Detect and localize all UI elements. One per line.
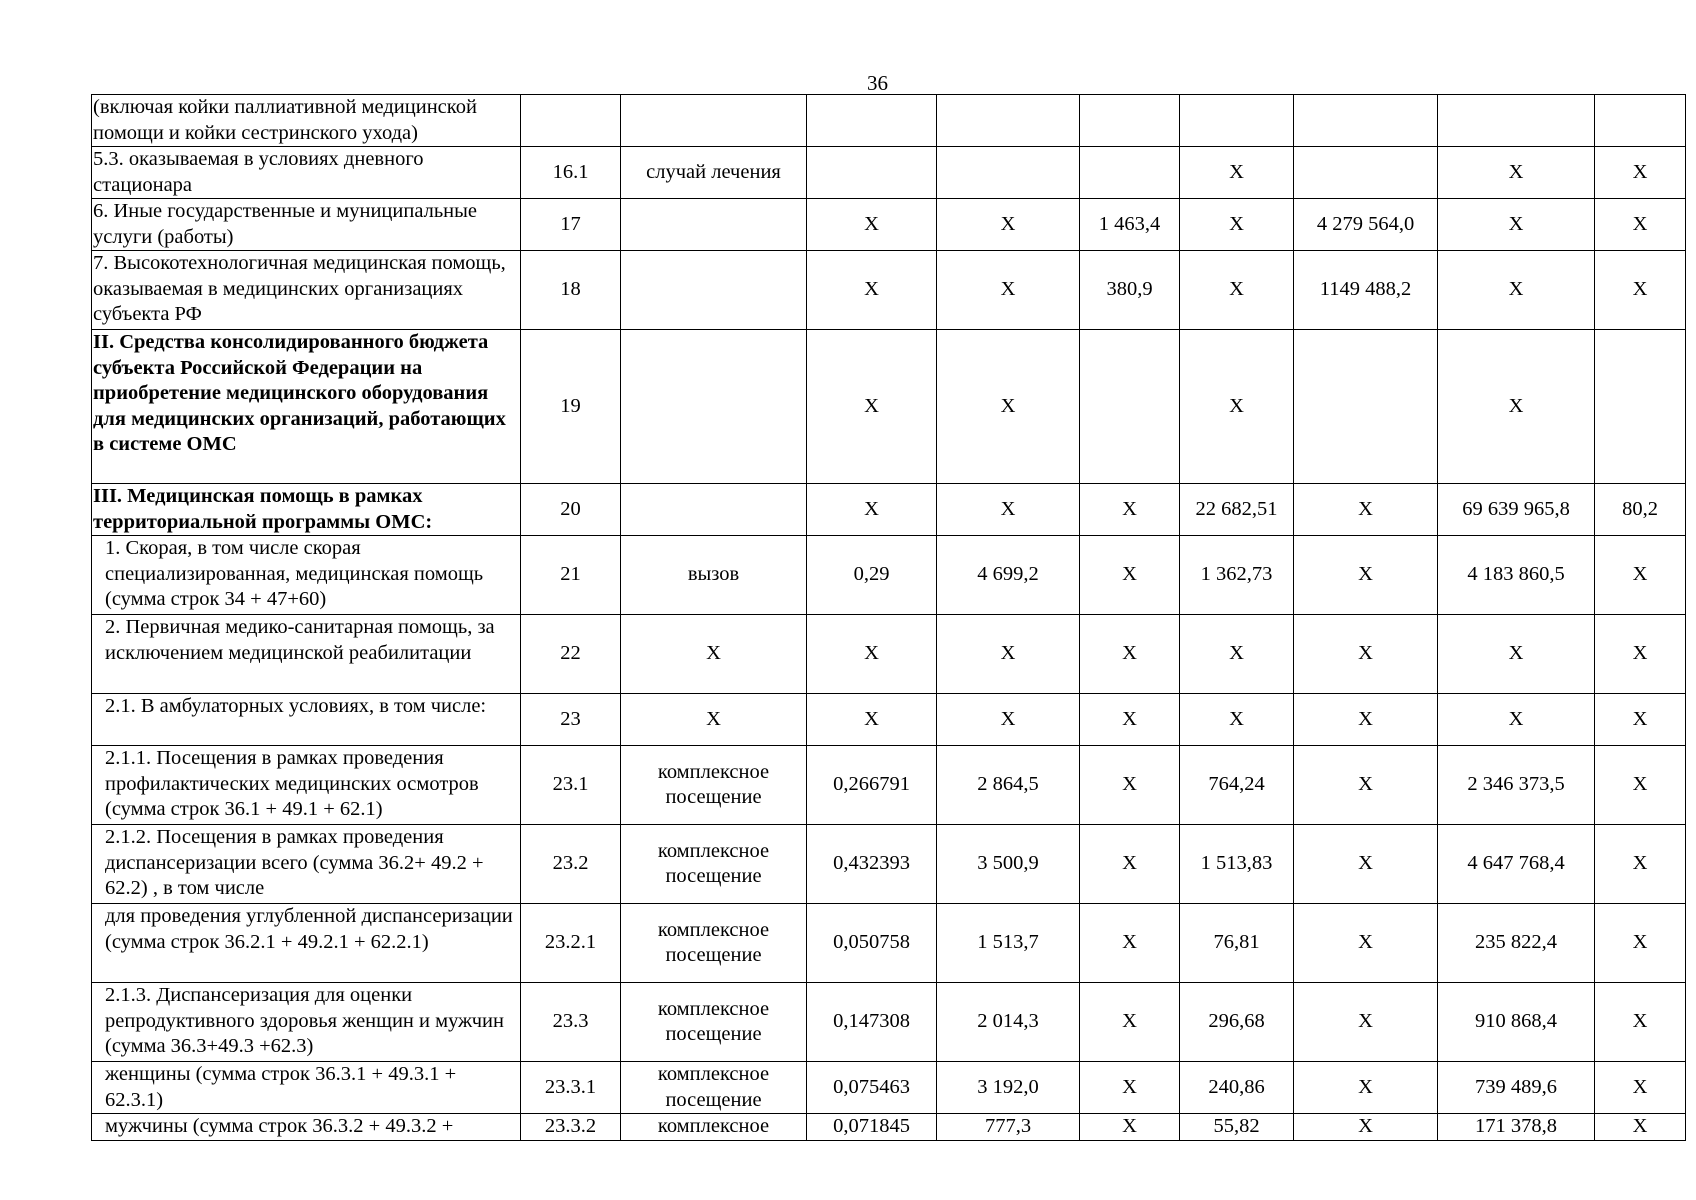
oms-per-capita-cell: 76,81 xyxy=(1180,904,1294,983)
row-number-cell: 18 xyxy=(521,251,621,330)
unit-cell xyxy=(621,330,807,484)
cost-per-unit-cell: X xyxy=(937,615,1080,694)
volume-per-capita-cell: X xyxy=(807,694,937,746)
indicator-name-cell: 2.1.1. Посещения в рамках проведения профилактических медицинских осмотров (сумма строк 36.1 + 49.1 + 62.1) xyxy=(92,746,521,825)
row-number-cell: 20 xyxy=(521,484,621,536)
oms-per-capita-cell: 296,68 xyxy=(1180,983,1294,1062)
share-percent-cell xyxy=(1595,330,1686,484)
table-row xyxy=(92,1114,1686,1141)
volume-per-capita-cell: X xyxy=(807,615,937,694)
row-number-cell: 23 xyxy=(521,694,621,746)
cost-per-unit-cell: 4 699,2 xyxy=(937,536,1080,615)
indicator-name-cell: 2.1.3. Диспансеризация для оценки репродуктивного здоровья женщин и мужчин (сумма 36.3+49.3 +62.3) xyxy=(92,983,521,1062)
unit-cell: X xyxy=(621,694,807,746)
budget-per-capita-cell: 1 463,4 xyxy=(1080,199,1180,251)
indicator-name-cell: II. Средства консолидированного бюджета субъекта Российской Федерации на приобретение медицинского оборудования для медицинских организаций, работающих в системе ОМС xyxy=(92,330,521,484)
budget-per-capita-cell: X xyxy=(1080,825,1180,904)
share-percent-cell: X xyxy=(1595,904,1686,983)
cost-per-unit-cell: 2 014,3 xyxy=(937,983,1080,1062)
budget-total-cell: X xyxy=(1294,615,1438,694)
budget-per-capita-cell xyxy=(1080,147,1180,199)
budget-per-capita-cell: X xyxy=(1080,615,1180,694)
share-percent-cell: X xyxy=(1595,199,1686,251)
oms-total-cell: X xyxy=(1438,615,1595,694)
budget-total-cell: X xyxy=(1294,746,1438,825)
oms-total-cell: 739 489,6 xyxy=(1438,1062,1595,1114)
volume-per-capita-cell: 0,432393 xyxy=(807,825,937,904)
cost-per-unit-cell: 3 500,9 xyxy=(937,825,1080,904)
unit-cell xyxy=(621,199,807,251)
volume-per-capita-cell: X xyxy=(807,199,937,251)
cost-per-unit-cell: X xyxy=(937,199,1080,251)
row-number-cell: 21 xyxy=(521,536,621,615)
table-row xyxy=(92,825,1686,904)
unit-cell: комплексное посещение xyxy=(621,746,807,825)
indicator-name-cell: 5.3. оказываемая в условиях дневного стационара xyxy=(92,147,521,199)
share-percent-cell: X xyxy=(1595,536,1686,615)
oms-total-cell: X xyxy=(1438,251,1595,330)
budget-total-cell: X xyxy=(1294,536,1438,615)
indicator-name-cell: 7. Высокотехнологичная медицинская помощь, оказываемая в медицинских организациях субъекта РФ xyxy=(92,251,521,330)
row-number-cell: 23.2.1 xyxy=(521,904,621,983)
cost-per-unit-cell: 3 192,0 xyxy=(937,1062,1080,1114)
budget-total-cell: 1149 488,2 xyxy=(1294,251,1438,330)
share-percent-cell: X xyxy=(1595,147,1686,199)
budget-total-cell xyxy=(1294,330,1438,484)
row-number-cell: 23.3.2 xyxy=(521,1114,621,1141)
table-row xyxy=(92,251,1686,330)
oms-total-cell: X xyxy=(1438,199,1595,251)
oms-per-capita-cell: X xyxy=(1180,615,1294,694)
oms-per-capita-cell: X xyxy=(1180,330,1294,484)
table-row xyxy=(92,199,1686,251)
share-percent-cell: 80,2 xyxy=(1595,484,1686,536)
unit-cell: комплексное посещение xyxy=(621,1062,807,1114)
volume-per-capita-cell xyxy=(807,95,937,147)
oms-per-capita-cell: X xyxy=(1180,251,1294,330)
oms-total-cell: 4 647 768,4 xyxy=(1438,825,1595,904)
unit-cell: комплексное посещение xyxy=(621,825,807,904)
cost-per-unit-cell: X xyxy=(937,694,1080,746)
share-percent-cell: X xyxy=(1595,1114,1686,1141)
oms-per-capita-cell: 1 362,73 xyxy=(1180,536,1294,615)
unit-cell xyxy=(621,484,807,536)
budget-per-capita-cell xyxy=(1080,330,1180,484)
budget-per-capita-cell: 380,9 xyxy=(1080,251,1180,330)
indicator-name-cell: 2.1.2. Посещения в рамках проведения диспансеризации всего (сумма 36.2+ 49.2 + 62.2) , в том числе xyxy=(92,825,521,904)
oms-per-capita-cell: 1 513,83 xyxy=(1180,825,1294,904)
budget-per-capita-cell: X xyxy=(1080,694,1180,746)
table-row xyxy=(92,1062,1686,1114)
row-number-cell: 23.2 xyxy=(521,825,621,904)
share-percent-cell: X xyxy=(1595,251,1686,330)
indicator-name-cell: 1. Скорая, в том числе скорая специализированная, медицинская помощь (сумма строк 34 + 47+60) xyxy=(92,536,521,615)
budget-total-cell: X xyxy=(1294,983,1438,1062)
indicator-name-cell: 2. Первичная медико-санитарная помощь, за исключением медицинской реабилитации xyxy=(92,615,521,694)
budget-total-cell: 4 279 564,0 xyxy=(1294,199,1438,251)
unit-cell: комплексное посещение xyxy=(621,904,807,983)
budget-per-capita-cell: X xyxy=(1080,484,1180,536)
budget-total-cell xyxy=(1294,95,1438,147)
budget-total-cell: X xyxy=(1294,904,1438,983)
budget-per-capita-cell: X xyxy=(1080,983,1180,1062)
indicator-name-cell: (включая койки паллиативной медицинской помощи и койки сестринского ухода) xyxy=(92,95,521,147)
share-percent-cell xyxy=(1595,95,1686,147)
volume-per-capita-cell: 0,29 xyxy=(807,536,937,615)
oms-total-cell: 2 346 373,5 xyxy=(1438,746,1595,825)
oms-total-cell: X xyxy=(1438,694,1595,746)
budget-total-cell: X xyxy=(1294,1114,1438,1141)
oms-per-capita-cell: 55,82 xyxy=(1180,1114,1294,1141)
volume-per-capita-cell: 0,075463 xyxy=(807,1062,937,1114)
indicator-name-cell: женщины (сумма строк 36.3.1 + 49.3.1 + 62.3.1) xyxy=(92,1062,521,1114)
volume-per-capita-cell: 0,050758 xyxy=(807,904,937,983)
table-row xyxy=(92,904,1686,983)
oms-total-cell: X xyxy=(1438,147,1595,199)
budget-total-cell: X xyxy=(1294,694,1438,746)
oms-per-capita-cell: X xyxy=(1180,199,1294,251)
cost-per-unit-cell: X xyxy=(937,251,1080,330)
unit-cell: комплексное посещение xyxy=(621,983,807,1062)
oms-per-capita-cell xyxy=(1180,95,1294,147)
indicator-name-cell: мужчины (сумма строк 36.3.2 + 49.3.2 + xyxy=(92,1114,521,1141)
cost-per-unit-cell: X xyxy=(937,330,1080,484)
volume-per-capita-cell: 0,071845 xyxy=(807,1114,937,1141)
oms-per-capita-cell: 22 682,51 xyxy=(1180,484,1294,536)
budget-total-cell: X xyxy=(1294,1062,1438,1114)
oms-per-capita-cell: X xyxy=(1180,147,1294,199)
row-number-cell: 19 xyxy=(521,330,621,484)
oms-per-capita-cell: X xyxy=(1180,694,1294,746)
row-number-cell: 22 xyxy=(521,615,621,694)
budget-per-capita-cell xyxy=(1080,95,1180,147)
share-percent-cell: X xyxy=(1595,1062,1686,1114)
indicator-name-cell: 2.1. В амбулаторных условиях, в том числе: xyxy=(92,694,521,746)
budget-per-capita-cell: X xyxy=(1080,904,1180,983)
row-number-cell: 23.3 xyxy=(521,983,621,1062)
oms-total-cell: 171 378,8 xyxy=(1438,1114,1595,1141)
share-percent-cell: X xyxy=(1595,615,1686,694)
share-percent-cell: X xyxy=(1595,825,1686,904)
volume-per-capita-cell: 0,266791 xyxy=(807,746,937,825)
volume-per-capita-cell: X xyxy=(807,330,937,484)
row-number-cell: 23.1 xyxy=(521,746,621,825)
row-number-cell: 17 xyxy=(521,199,621,251)
table-row xyxy=(92,536,1686,615)
budget-total-cell: X xyxy=(1294,484,1438,536)
row-number-cell: 23.3.1 xyxy=(521,1062,621,1114)
table-row xyxy=(92,95,1686,147)
page-number: 36 xyxy=(867,71,888,95)
oms-total-cell: 4 183 860,5 xyxy=(1438,536,1595,615)
share-percent-cell: X xyxy=(1595,694,1686,746)
cost-per-unit-cell xyxy=(937,147,1080,199)
table-row xyxy=(92,615,1686,694)
unit-cell: вызов xyxy=(621,536,807,615)
share-percent-cell: X xyxy=(1595,746,1686,825)
cost-per-unit-cell xyxy=(937,95,1080,147)
oms-per-capita-cell: 764,24 xyxy=(1180,746,1294,825)
table-row xyxy=(92,484,1686,536)
unit-cell: случай лечения xyxy=(621,147,807,199)
volume-per-capita-cell: X xyxy=(807,251,937,330)
budget-per-capita-cell: X xyxy=(1080,536,1180,615)
program-funding-table xyxy=(91,94,1686,1141)
cost-per-unit-cell: 777,3 xyxy=(937,1114,1080,1141)
volume-per-capita-cell: X xyxy=(807,484,937,536)
table-row xyxy=(92,746,1686,825)
unit-cell xyxy=(621,251,807,330)
table-row xyxy=(92,147,1686,199)
unit-cell xyxy=(621,95,807,147)
table-body xyxy=(92,95,1686,1141)
cost-per-unit-cell: 2 864,5 xyxy=(937,746,1080,825)
budget-per-capita-cell: X xyxy=(1080,1062,1180,1114)
share-percent-cell: X xyxy=(1595,983,1686,1062)
cost-per-unit-cell: 1 513,7 xyxy=(937,904,1080,983)
unit-cell: комплексное xyxy=(621,1114,807,1141)
budget-per-capita-cell: X xyxy=(1080,746,1180,825)
volume-per-capita-cell: 0,147308 xyxy=(807,983,937,1062)
row-number-cell xyxy=(521,95,621,147)
oms-total-cell: 69 639 965,8 xyxy=(1438,484,1595,536)
budget-total-cell xyxy=(1294,147,1438,199)
oms-total-cell: X xyxy=(1438,330,1595,484)
indicator-name-cell: для проведения углубленной диспансеризации (сумма строк 36.2.1 + 49.2.1 + 62.2.1) xyxy=(92,904,521,983)
oms-total-cell xyxy=(1438,95,1595,147)
oms-total-cell: 235 822,4 xyxy=(1438,904,1595,983)
indicator-name-cell: III. Медицинская помощь в рамках территориальной программы ОМС: xyxy=(92,484,521,536)
unit-cell: X xyxy=(621,615,807,694)
cost-per-unit-cell: X xyxy=(937,484,1080,536)
budget-per-capita-cell: X xyxy=(1080,1114,1180,1141)
row-number-cell: 16.1 xyxy=(521,147,621,199)
table-row xyxy=(92,330,1686,484)
budget-total-cell: X xyxy=(1294,825,1438,904)
oms-total-cell: 910 868,4 xyxy=(1438,983,1595,1062)
oms-per-capita-cell: 240,86 xyxy=(1180,1062,1294,1114)
table-row xyxy=(92,694,1686,746)
table-row xyxy=(92,983,1686,1062)
indicator-name-cell: 6. Иные государственные и муниципальные услуги (работы) xyxy=(92,199,521,251)
volume-per-capita-cell xyxy=(807,147,937,199)
